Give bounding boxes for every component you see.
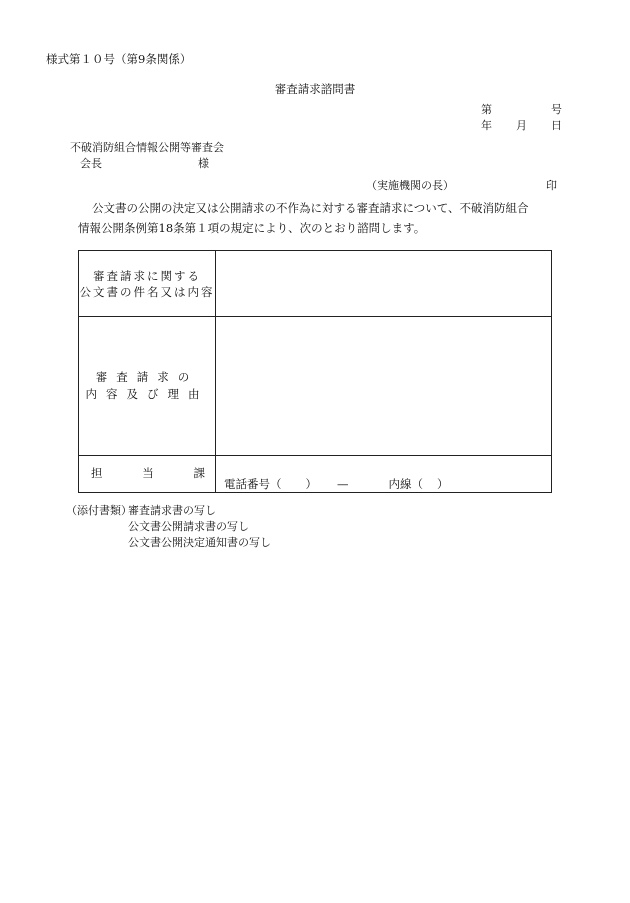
table-row-subject (79, 251, 552, 317)
department-label (79, 456, 216, 493)
extension-label: 内線（ (388, 476, 423, 491)
subject-value-cell[interactable] (216, 251, 552, 317)
form-number: 様式第１０号（第9条関係） (46, 52, 192, 66)
date-month: 月 (516, 119, 527, 132)
reason-label-line1: 審査請求の (95, 370, 199, 384)
department-value-cell[interactable] (216, 456, 552, 493)
phone-close: ） (305, 476, 317, 491)
table-row-reason (79, 317, 552, 456)
attachment-item: 審査請求書の写し (128, 504, 216, 517)
phone-label: 電話番号（ (224, 476, 282, 491)
reason-label (79, 317, 216, 456)
department-label-char1: 担 (91, 466, 103, 481)
extension-close: ） (437, 476, 449, 491)
reason-label-line2: 内容及び理由 (85, 387, 209, 401)
body-text-line1: 公文書の公開の決定又は公開請求の不作為に対する審査請求について、不破消防組合 (92, 201, 529, 215)
subject-label-line2: 公文書の件名又は内容 (79, 284, 215, 299)
department-label-char3: 課 (193, 466, 205, 481)
addressee-organization: 不破消防組合情報公開等審査会 (70, 141, 224, 154)
subject-label-line1: 審査請求に関する (93, 268, 201, 283)
attachments-label: （添付書類） (66, 504, 132, 517)
date-day: 日 (551, 119, 562, 132)
reason-value-cell[interactable] (216, 317, 552, 456)
seal-mark: 印 (546, 179, 557, 192)
subject-label (79, 251, 216, 317)
number-go: 号 (551, 103, 562, 116)
phone-dash: — (337, 476, 349, 491)
document-title: 審査請求諮問書 (274, 82, 356, 96)
addressee-position: 会長 (80, 157, 102, 170)
body-text-line2: 情報公開条例第18条第１項の規定により、次のとおり諮問します。 (78, 221, 426, 235)
sender-title: （実施機関の長） (366, 179, 454, 192)
attachment-item: 公文書公開請求書の写し (128, 520, 249, 533)
date-year: 年 (481, 119, 492, 132)
table-row-department (79, 456, 552, 493)
attachment-item: 公文書公開決定通知書の写し (128, 536, 271, 549)
phone-line (216, 476, 551, 493)
addressee-honorific: 様 (198, 157, 209, 170)
department-label-char2: 当 (142, 466, 154, 481)
inquiry-form-table (78, 250, 552, 493)
number-dai: 第 (481, 103, 492, 116)
